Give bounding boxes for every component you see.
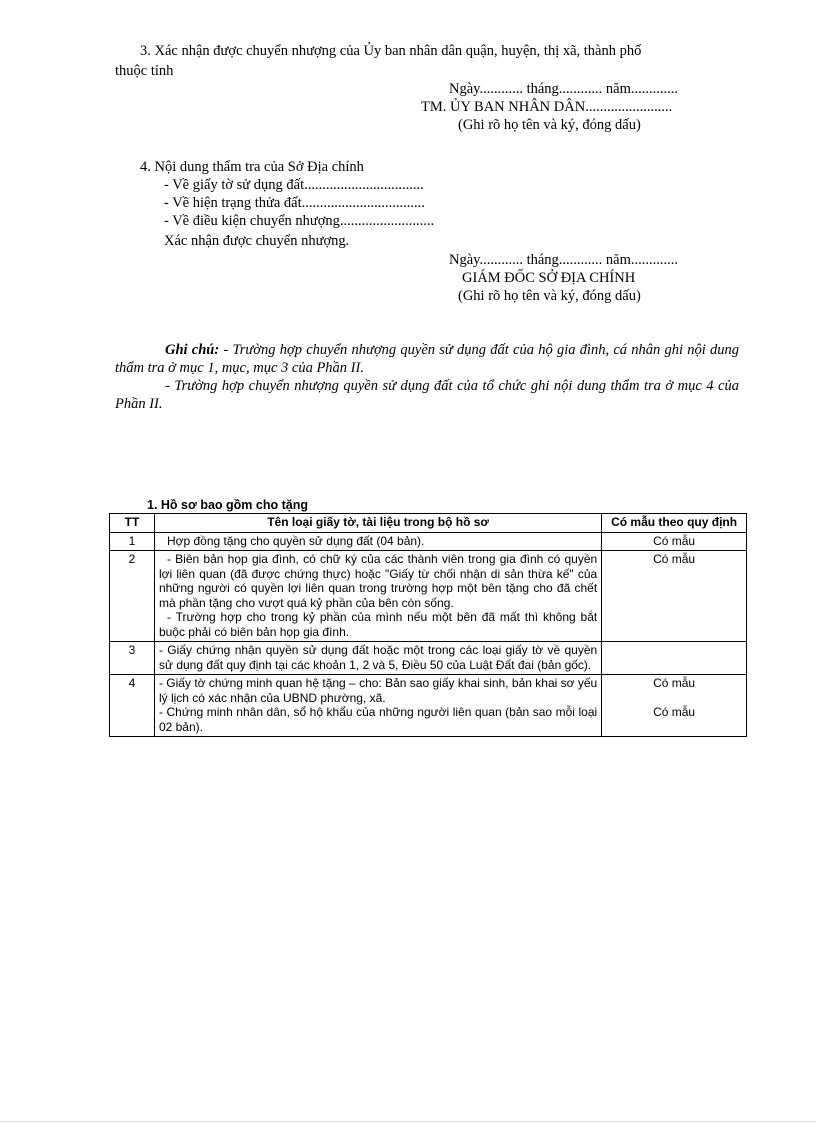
- header-document-name: Tên loại giấy tờ, tài liệu trong bộ hồ sơ: [154, 514, 601, 533]
- section3-date-line: Ngày............ tháng............ năm.............: [449, 81, 679, 97]
- row-form: [602, 551, 747, 642]
- row-form-text: Có mẫu: [653, 676, 696, 690]
- page-bottom-edge: [0, 1121, 816, 1122]
- section4-item-parcel-status: - Về hiện trạng thửa đất..................................: [164, 195, 425, 211]
- row-description-text: - Chứng minh nhân dân, sổ hộ khẩu của những người liên quan (bản sao mỗi loại 02 bản).: [158, 705, 598, 734]
- section3-line2: thuộc tỉnh: [115, 63, 174, 79]
- dossier-table: [109, 513, 747, 737]
- section4-item-land-papers: - Về giấy tờ sử dụng đất.................................: [164, 177, 424, 193]
- row-description-text: - Giấy tờ chứng minh quan hệ tặng – cho: Bản sao giấy khai sinh, bản khai sơ yếu lý lịch có xác nhận của UBND phường, xã.: [158, 676, 598, 705]
- table-header-row: [110, 514, 747, 533]
- row-description-text: - Biên bản họp gia đình, có chữ ký của các thành viên trong gia đình có quyền lợi liên quan (đã được chứng thực) hoặc "Giấy từ chối nhận di sản thừa kế" của những người có quyền lợi liên quan trong trường hợp một bên tặng cho đã chết mà phần tặng cho vượt quá kỷ phần của bên còn sống.: [158, 552, 598, 610]
- table-row: [110, 551, 747, 642]
- header-tt: TT: [110, 514, 155, 533]
- row-description-text: - Giấy chứng nhận quyền sử dụng đất hoặc một trong các loại giấy tờ về quyền sử dụng đất quy định tại các khoản 1, 2 và 5, Điều 50 của Luật Đất đai (bản gốc).: [158, 643, 598, 672]
- row-description: [154, 551, 601, 642]
- note-text-1: - Trường hợp chuyển nhượng quyền sử dụng đất của hộ gia đình, cá nhân ghi nội dung thẩm tra ở mục 1, mục, mục 3 của Phần II.: [115, 342, 740, 376]
- row-form-spacer: [606, 691, 742, 706]
- dossier-heading: 1. Hồ sơ bao gồm cho tặng: [147, 498, 308, 512]
- table-row: [110, 532, 747, 551]
- row-description: [154, 642, 601, 675]
- section4-signer-title: GIÁM ĐỐC SỞ ĐỊA CHÍNH: [462, 270, 636, 286]
- section4-confirm: Xác nhận được chuyển nhượng.: [164, 233, 350, 249]
- row-form-text: Có mẫu: [653, 705, 696, 719]
- section3-line1: 3. Xác nhận được chuyển nhượng của Ủy ban nhân dân quận, huyện, thị xã, thành phố: [140, 43, 642, 59]
- row-number: 4: [110, 675, 155, 737]
- row-description-text: - Trường hợp cho trong kỷ phần của mình nếu một bên đã mất thì không bắt buộc phải có biên bản họp gia đình.: [158, 610, 598, 639]
- row-form-text: Có mẫu: [653, 552, 696, 566]
- section4-sign-note: (Ghi rõ họ tên và ký, đóng dấu): [458, 288, 641, 304]
- row-description: [154, 675, 601, 737]
- row-number: 1: [110, 532, 155, 551]
- section3-sign-note: (Ghi rõ họ tên và ký, đóng dấu): [458, 117, 641, 133]
- note-label: Ghi chú:: [165, 342, 220, 358]
- row-number: 2: [110, 551, 155, 642]
- section4-heading: 4. Nội dung thẩm tra của Sở Địa chính: [140, 159, 364, 175]
- row-number: 3: [110, 642, 155, 675]
- header-has-form: Có mẫu theo quy định: [602, 514, 747, 533]
- table-row: [110, 642, 747, 675]
- table-row: [110, 675, 747, 737]
- note-paragraph-1: [115, 341, 739, 377]
- row-form: [602, 642, 747, 675]
- row-form: [602, 675, 747, 737]
- section4-item-transfer-conditions: - Về điều kiện chuyển nhượng..........................: [164, 213, 435, 229]
- row-form: [602, 532, 747, 551]
- section3-signer-title: TM. ỦY BAN NHÂN DÂN........................: [421, 99, 673, 115]
- section4-date-line: Ngày............ tháng............ năm.............: [449, 252, 679, 268]
- note-paragraph-2: - Trường hợp chuyển nhượng quyền sử dụng đất của tổ chức ghi nội dung thẩm tra ở mục 4 của Phần II.: [115, 378, 739, 412]
- row-form-text: Có mẫu: [653, 533, 696, 548]
- row-description: [154, 532, 601, 551]
- row-description-text: Hợp đồng tặng cho quyền sử dụng đất (04 bản).: [166, 533, 425, 548]
